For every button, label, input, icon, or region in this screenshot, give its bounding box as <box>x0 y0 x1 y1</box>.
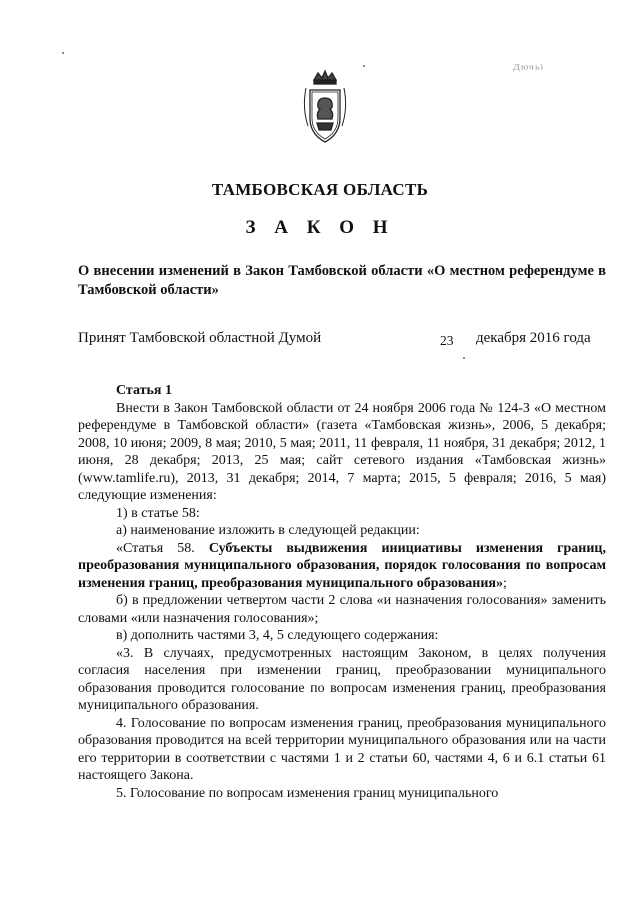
part-3: «3. В случаях, предусмотренных настоящим Законом, в целях получения согласия населения при изменении границ, преобразовании муниципального образования проводится голосование по вопросам изменения границ, преобразования муниципального образования. <box>78 645 606 713</box>
region-name: ТАМБОВСКАЯ ОБЛАСТЬ <box>211 180 429 199</box>
item-b: б) в предложении четвертом части 2 слова «и назначения голосования» заменить словами «или назначения голосования»; <box>78 593 606 626</box>
quote-prefix: «Статья 58. <box>116 540 209 556</box>
item-a: а) наименование изложить в следующей редакции: <box>116 523 420 538</box>
adopted-by: Принят Тамбовской областной Думой <box>78 330 322 346</box>
scan-speck <box>463 357 465 359</box>
article-intro: Внести в Закон Тамбовской области от 24 ноября 2006 года № 124-З «О местном референдуме в Тамбовской области» (газета «Тамбовская жизнь», 2006, 5 декабря; 2008, 10 июня; 2009, 8 мая; 2010, 5 мая; 2011, 11 февраля, 11 ноября, 31 декабря; 2012, 1 июня, 28 декабря; 2013, 25 мая; сайт сетевого издания «Тамбовская жизнь» (www.tamlife.ru), 2013, 31 декабря; 2014, 7 марта; 2015, 5 февраля; 2016, 5 мая) следующие изменения: <box>78 400 606 503</box>
scan-speck <box>62 52 64 54</box>
part-4: 4. Голосование по вопросам изменения границ, преобразования муниципального образования проводится на всей территории муниципального образования или на части его территории в соответствии с частями 1 и 2 статьи 60, частями 4, 6 и 6.1 статьи 61 настоящего Закона. <box>78 715 606 783</box>
law-title: О внесении изменений в Закон Тамбовской области «О местном референдуме в Тамбовской области» <box>78 263 606 298</box>
coat-of-arms-icon <box>300 68 350 148</box>
corner-handwritten-mark: Дючьі <box>513 63 545 72</box>
adoption-day: 23 <box>440 333 454 348</box>
law-body <box>78 382 606 802</box>
part-5: 5. Голосование по вопросам изменения границ муниципального <box>116 785 499 801</box>
quote-end: ; <box>502 575 507 591</box>
article-heading: Статья 1 <box>116 383 172 398</box>
document-type: З А К О Н <box>245 217 395 238</box>
new-article-title: Субъекты выдвижения инициативы изменения границ, преобразования муниципального образования, порядок голосования по вопросам изменения границ, преобразования муниципального образования» <box>78 540 606 591</box>
scan-speck <box>363 65 365 67</box>
item-a-quote <box>78 540 606 593</box>
adoption-month-year: декабря 2016 года <box>476 330 591 346</box>
item-1: 1) в статье 58: <box>116 505 200 521</box>
item-v: в) дополнить частями 3, 4, 5 следующего содержания: <box>116 628 439 643</box>
